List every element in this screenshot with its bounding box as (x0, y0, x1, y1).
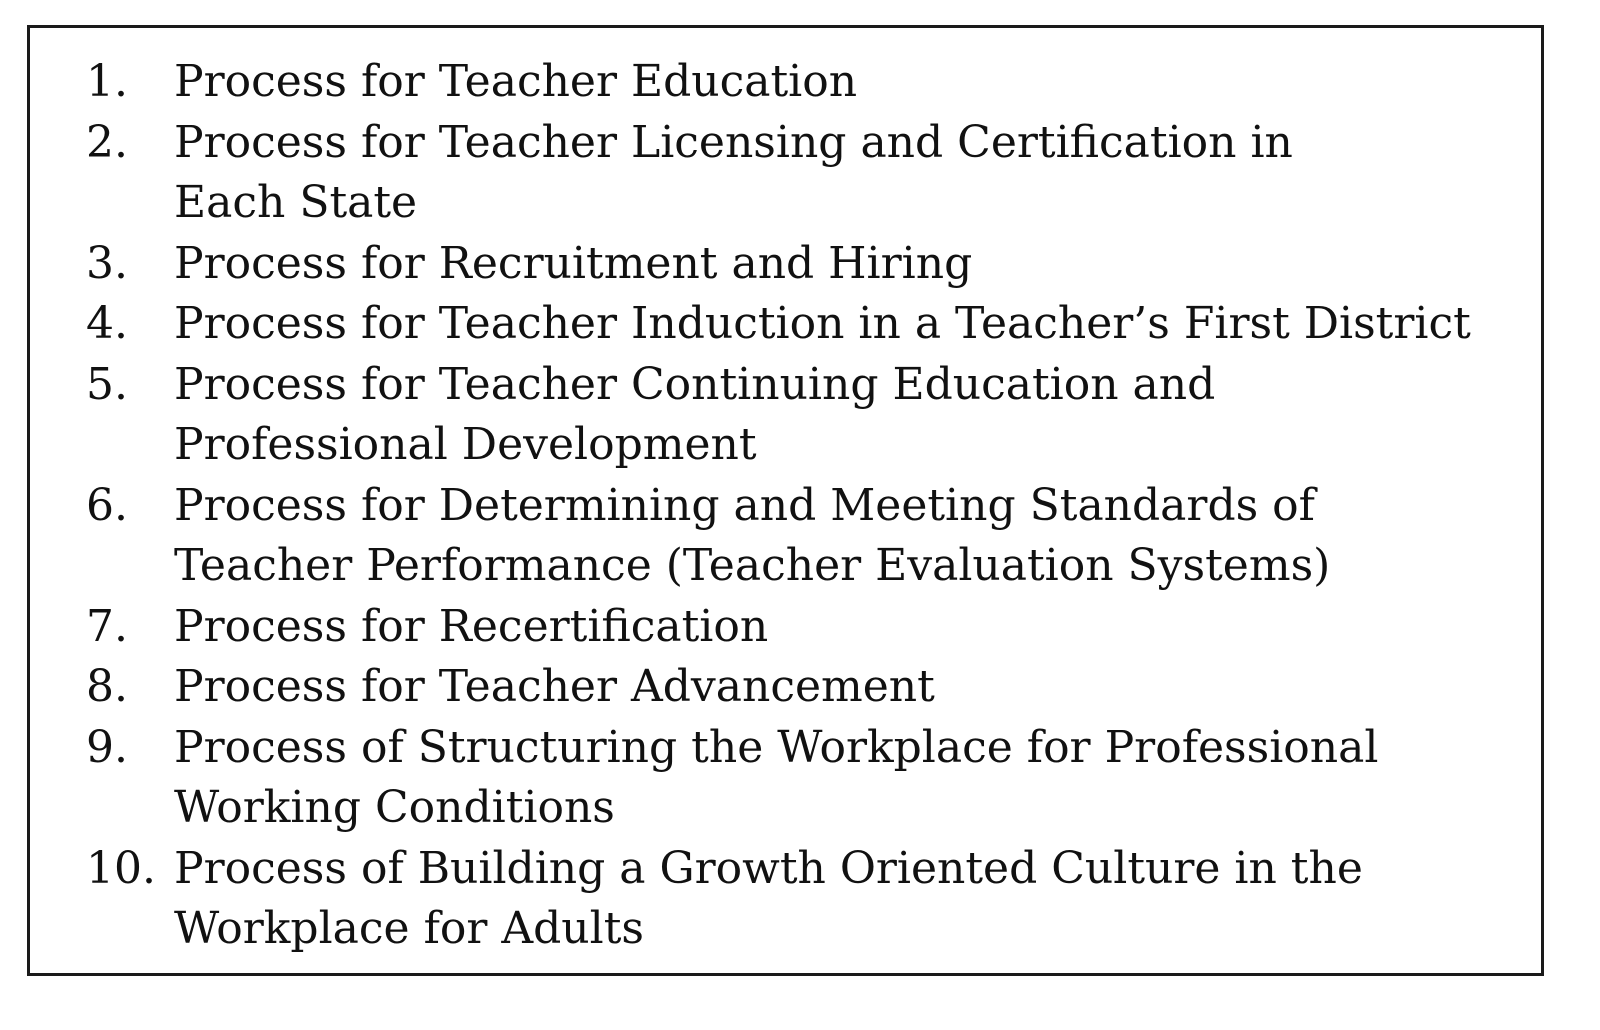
list-item-number: 10. (86, 842, 156, 894)
list-item-text: Process for Recertification (174, 600, 769, 652)
list-item-text: Process of Building a Growth Oriented Culture in the Workplace for Adults (174, 842, 1363, 954)
list-item-text: Process for Teacher Licensing and Certification in Each State (174, 116, 1293, 228)
list-item-number: 8. (86, 661, 128, 712)
list-item (86, 294, 1494, 355)
process-list-box (27, 25, 1544, 976)
list-item (86, 52, 1494, 113)
list-item-text: Process for Recruitment and Hiring (174, 237, 973, 289)
list-item (86, 718, 1494, 839)
list-item-number: 9. (86, 721, 128, 773)
list-item-text: Process for Teacher Advancement (174, 661, 935, 712)
list-item-text: Process of Structuring the Workplace for Professional Working Conditions (174, 721, 1379, 833)
list-item-number: 7. (86, 600, 128, 652)
list-item (86, 839, 1494, 960)
list-item (86, 476, 1494, 597)
list-item (86, 113, 1494, 234)
list-item-text: Process for Determining and Meeting Standards of Teacher Performance (Teacher Evaluation Systems) (174, 479, 1331, 591)
list-item (86, 657, 1494, 718)
list-item-number: 3. (86, 237, 128, 289)
list-item-text: Process for Teacher Induction in a Teacher’s First District (174, 298, 1471, 349)
list-item-number: 2. (86, 116, 128, 168)
list-item (86, 234, 1494, 295)
list-item-number: 5. (86, 358, 128, 410)
list-item (86, 355, 1494, 476)
list-item-number: 6. (86, 479, 128, 531)
list-item-number: 4. (86, 298, 128, 349)
list-item-number: 1. (86, 56, 128, 107)
list-item (86, 597, 1494, 658)
list-item-text: Process for Teacher Education (174, 56, 858, 107)
process-list (86, 52, 1494, 960)
list-item-text: Process for Teacher Continuing Education and Professional Development (174, 358, 1216, 470)
